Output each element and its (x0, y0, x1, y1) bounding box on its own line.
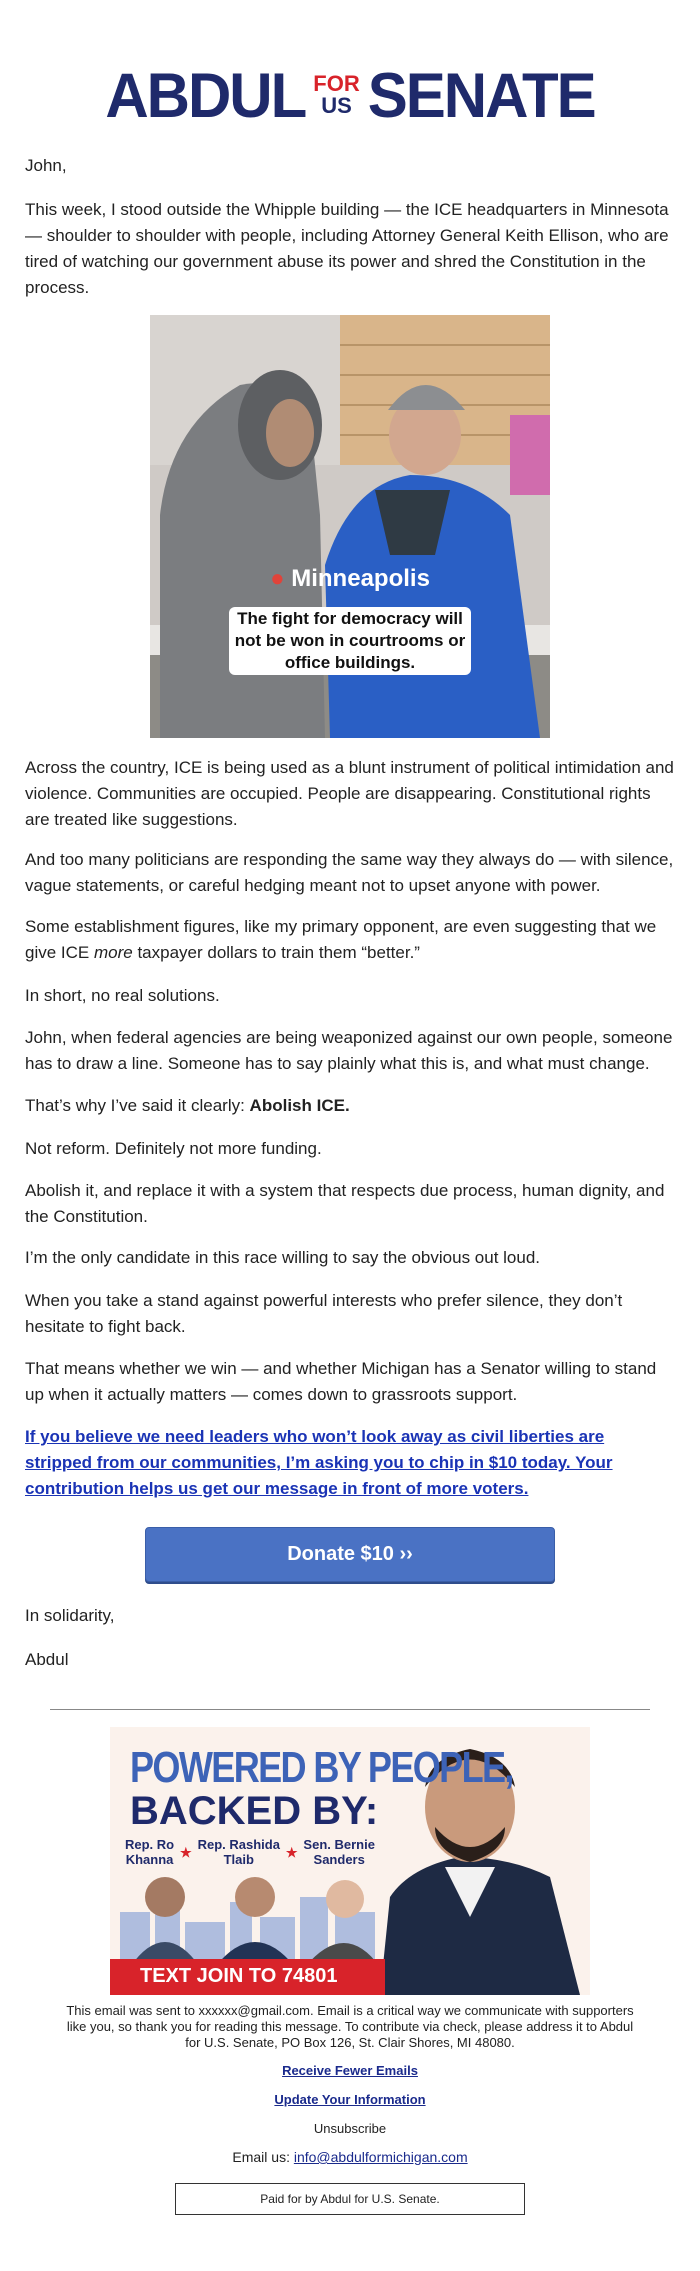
body-paragraph: And too many politicians are responding the same way they always do — with silence, vague statements, or careful hedging meant not to upset anyone with power. (25, 850, 674, 895)
endorser-list (125, 1837, 375, 1867)
donate-10-button[interactable]: Donate $10 ›› (145, 1527, 555, 1582)
logo-word-senate: SENATE (367, 59, 595, 131)
header-logo[interactable] (0, 59, 700, 131)
greeting: John, (25, 156, 67, 175)
email-address-link[interactable]: info@abdulformichigan.com (293, 2149, 468, 2165)
hero-location-text: Minneapolis (291, 565, 430, 592)
update-information-text[interactable]: Update Your Information (274, 2092, 426, 2107)
banner-headline-1: POWERED BY PEOPLE, (130, 1743, 513, 1792)
endorser-name: Rep. Rashida Tlaib (197, 1837, 280, 1867)
body-paragraph: I’m the only candidate in this race willing to say the obvious out loud. (25, 1248, 541, 1267)
banner-headline-2: BACKED BY: (130, 1789, 379, 1833)
divider (50, 1709, 650, 1710)
map-pin-icon: ● (270, 565, 285, 592)
body-text: That’s why I’ve said it clearly: (25, 1096, 250, 1115)
receive-fewer-emails-link[interactable] (60, 2063, 640, 2079)
hero-caption-line: not be won in courtrooms or (234, 631, 466, 650)
body-paragraph: When you take a stand against powerful interests who prefer silence, they don’t hesitate to fight back. (25, 1291, 623, 1336)
footer-sent-notice: This email was sent to xxxxxx@gmail.com. Email is a critical way we communicate with supporters like you, so thank you for reading this message. To contribute via check, please address it to Abdul for U.S. Senate, PO Box 126, St. Clair Shores, MI 48080. (66, 2003, 634, 2050)
body-paragraph: That means whether we win — and whether Michigan has a Senator willing to stand up when it actually matters — comes down to grassroots support. (25, 1359, 657, 1404)
body-text: taxpayer dollars to train them “better.” (132, 943, 420, 962)
unsubscribe-link[interactable]: Unsubscribe (313, 2121, 387, 2136)
star-icon: ★ (285, 1844, 298, 1860)
abolish-ice-bold: Abolish ICE. (249, 1096, 350, 1115)
endorsement-banner[interactable] (110, 1727, 590, 1995)
hero-caption (228, 607, 472, 675)
closing: In solidarity, (25, 1606, 115, 1625)
body-paragraph: Abolish it, and replace it with a system that respects due process, human dignity, and the Constitution. (25, 1181, 665, 1226)
signature-name: Abdul (25, 1650, 69, 1669)
intro-paragraph: This week, I stood outside the Whipple building — the ICE headquarters in Minnesota — shoulder to shoulder with people, including Attorney General Keith Ellison, who are tired of watching our government abuse its power and shred the Constitution in the process. (25, 200, 669, 297)
email-label: Email us: (232, 2149, 294, 2165)
receive-fewer-emails-text[interactable]: Receive Fewer Emails (282, 2063, 418, 2078)
body-paragraph: Not reform. Definitely not more funding. (25, 1139, 322, 1158)
hero-photo[interactable] (150, 315, 550, 738)
body-paragraph (25, 914, 675, 966)
hero-caption-line: office buildings. (284, 653, 416, 672)
body-paragraph: In short, no real solutions. (25, 986, 220, 1005)
footer-email (60, 2149, 640, 2165)
body-paragraph: John, when federal agencies are being weaponized against our own people, someone has to draw a line. Someone has to say plainly what this is, and what must change. (25, 1028, 673, 1073)
logo-for-us (313, 73, 359, 117)
endorser-name: Sen. Bernie Sanders (303, 1837, 375, 1867)
body-text: Some establishment figures, like my primary opponent, are even suggesting that we give ICE (25, 917, 657, 962)
body-emphasis: more (93, 943, 133, 962)
body-paragraph: Across the country, ICE is being used as a blunt instrument of political intimidation and violence. Communities are occupied. People are disappearing. Constitutional rights are treated like suggestions. (25, 758, 674, 829)
star-icon: ★ (180, 1844, 192, 1860)
endorser-name: Rep. Ro Khanna (125, 1837, 175, 1867)
body-paragraph (25, 1093, 675, 1119)
paid-for-disclaimer: Paid for by Abdul for U.S. Senate. (175, 2183, 525, 2215)
update-information-link[interactable] (60, 2092, 640, 2108)
hero-caption-line: The fight for democracy will (237, 609, 463, 628)
logo-for: FOR (313, 71, 360, 96)
donate-appeal-link[interactable]: If you believe we need leaders who won’t look away as civil liberties are stripped from our communities, I’m asking you to chip in $10 today. Your contribution helps us get our message in front of more voters. (25, 1427, 613, 1498)
hero-location-label (150, 565, 550, 593)
banner-text-cta: TEXT JOIN TO 74801 (140, 1965, 338, 1987)
logo-us: US (321, 93, 352, 118)
logo-word-abdul: ABDUL (105, 59, 306, 131)
